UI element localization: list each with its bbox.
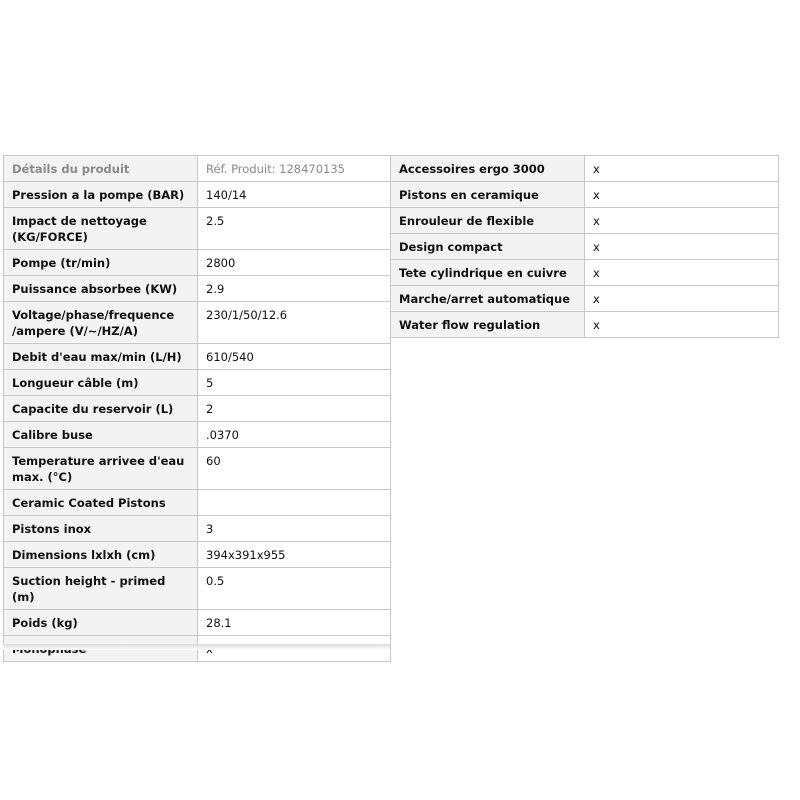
feature-label: Tete cylindrique en cuivre — [391, 260, 585, 286]
row-label: Longueur câble (m) — [4, 370, 198, 396]
row-label: Pistons inox — [4, 516, 198, 542]
row-value: 60 — [198, 448, 391, 490]
row-label: Impact de nettoyage (KG/FORCE) — [4, 208, 198, 250]
feature-value: x — [585, 182, 779, 208]
table-row — [4, 610, 391, 636]
row-label: Capacite du reservoir (L) — [4, 396, 198, 422]
table-row — [391, 312, 779, 338]
table-row — [391, 234, 779, 260]
row-label: Puissance absorbee (KW) — [4, 276, 198, 302]
row-label: Temperature arrivee d'eau max. (°C) — [4, 448, 198, 490]
row-label: Voltage/phase/frequence /ampere (V/~/HZ/A) — [4, 302, 198, 344]
row-label: Ceramic Coated Pistons — [4, 490, 198, 516]
table-row — [4, 250, 391, 276]
row-value: 2.5 — [198, 208, 391, 250]
feature-label: Marche/arret automatique — [391, 286, 585, 312]
features-table — [390, 155, 779, 338]
table-row — [4, 542, 391, 568]
table-row — [391, 260, 779, 286]
row-label: Poids (kg) — [4, 610, 198, 636]
feature-label: Pistons en ceramique — [391, 182, 585, 208]
table-bottom-edge — [3, 644, 390, 650]
row-value — [198, 490, 391, 516]
table-row — [4, 344, 391, 370]
table-row — [4, 516, 391, 542]
feature-value: x — [585, 312, 779, 338]
feature-value: x — [585, 234, 779, 260]
table-row — [4, 448, 391, 490]
row-value: 140/14 — [198, 182, 391, 208]
table-row — [391, 182, 779, 208]
table-row — [4, 568, 391, 610]
product-details-table — [3, 155, 391, 662]
feature-value: x — [585, 286, 779, 312]
table-row — [391, 156, 779, 182]
feature-value: x — [585, 260, 779, 286]
feature-label: Design compact — [391, 234, 585, 260]
feature-label: Enrouleur de flexible — [391, 208, 585, 234]
table-row — [4, 302, 391, 344]
table-row — [4, 182, 391, 208]
details-header-label: Détails du produit — [4, 156, 198, 182]
table-row — [4, 276, 391, 302]
row-value: 394x391x955 — [198, 542, 391, 568]
feature-label: Water flow regulation — [391, 312, 585, 338]
table-row — [4, 208, 391, 250]
row-value: 0.5 — [198, 568, 391, 610]
table-row — [4, 396, 391, 422]
row-label: Pompe (tr/min) — [4, 250, 198, 276]
table-row — [4, 370, 391, 396]
row-label: Dimensions lxlxh (cm) — [4, 542, 198, 568]
row-label: Calibre buse — [4, 422, 198, 448]
feature-label: Accessoires ergo 3000 — [391, 156, 585, 182]
table-row — [391, 208, 779, 234]
row-value: 3 — [198, 516, 391, 542]
feature-value: x — [585, 156, 779, 182]
row-label: Debit d'eau max/min (L/H) — [4, 344, 198, 370]
table-row — [4, 490, 391, 516]
table-row — [4, 422, 391, 448]
table-header-row — [4, 156, 391, 182]
row-value: 2800 — [198, 250, 391, 276]
row-value: 5 — [198, 370, 391, 396]
row-label: Suction height - primed (m) — [4, 568, 198, 610]
row-value: .0370 — [198, 422, 391, 448]
row-value: 2.9 — [198, 276, 391, 302]
product-reference: Réf. Produit: 128470135 — [198, 156, 391, 182]
row-value: 230/1/50/12.6 — [198, 302, 391, 344]
row-value: 2 — [198, 396, 391, 422]
row-label: Pression a la pompe (BAR) — [4, 182, 198, 208]
table-row — [391, 286, 779, 312]
row-value: 28.1 — [198, 610, 391, 636]
row-value: 610/540 — [198, 344, 391, 370]
feature-value: x — [585, 208, 779, 234]
